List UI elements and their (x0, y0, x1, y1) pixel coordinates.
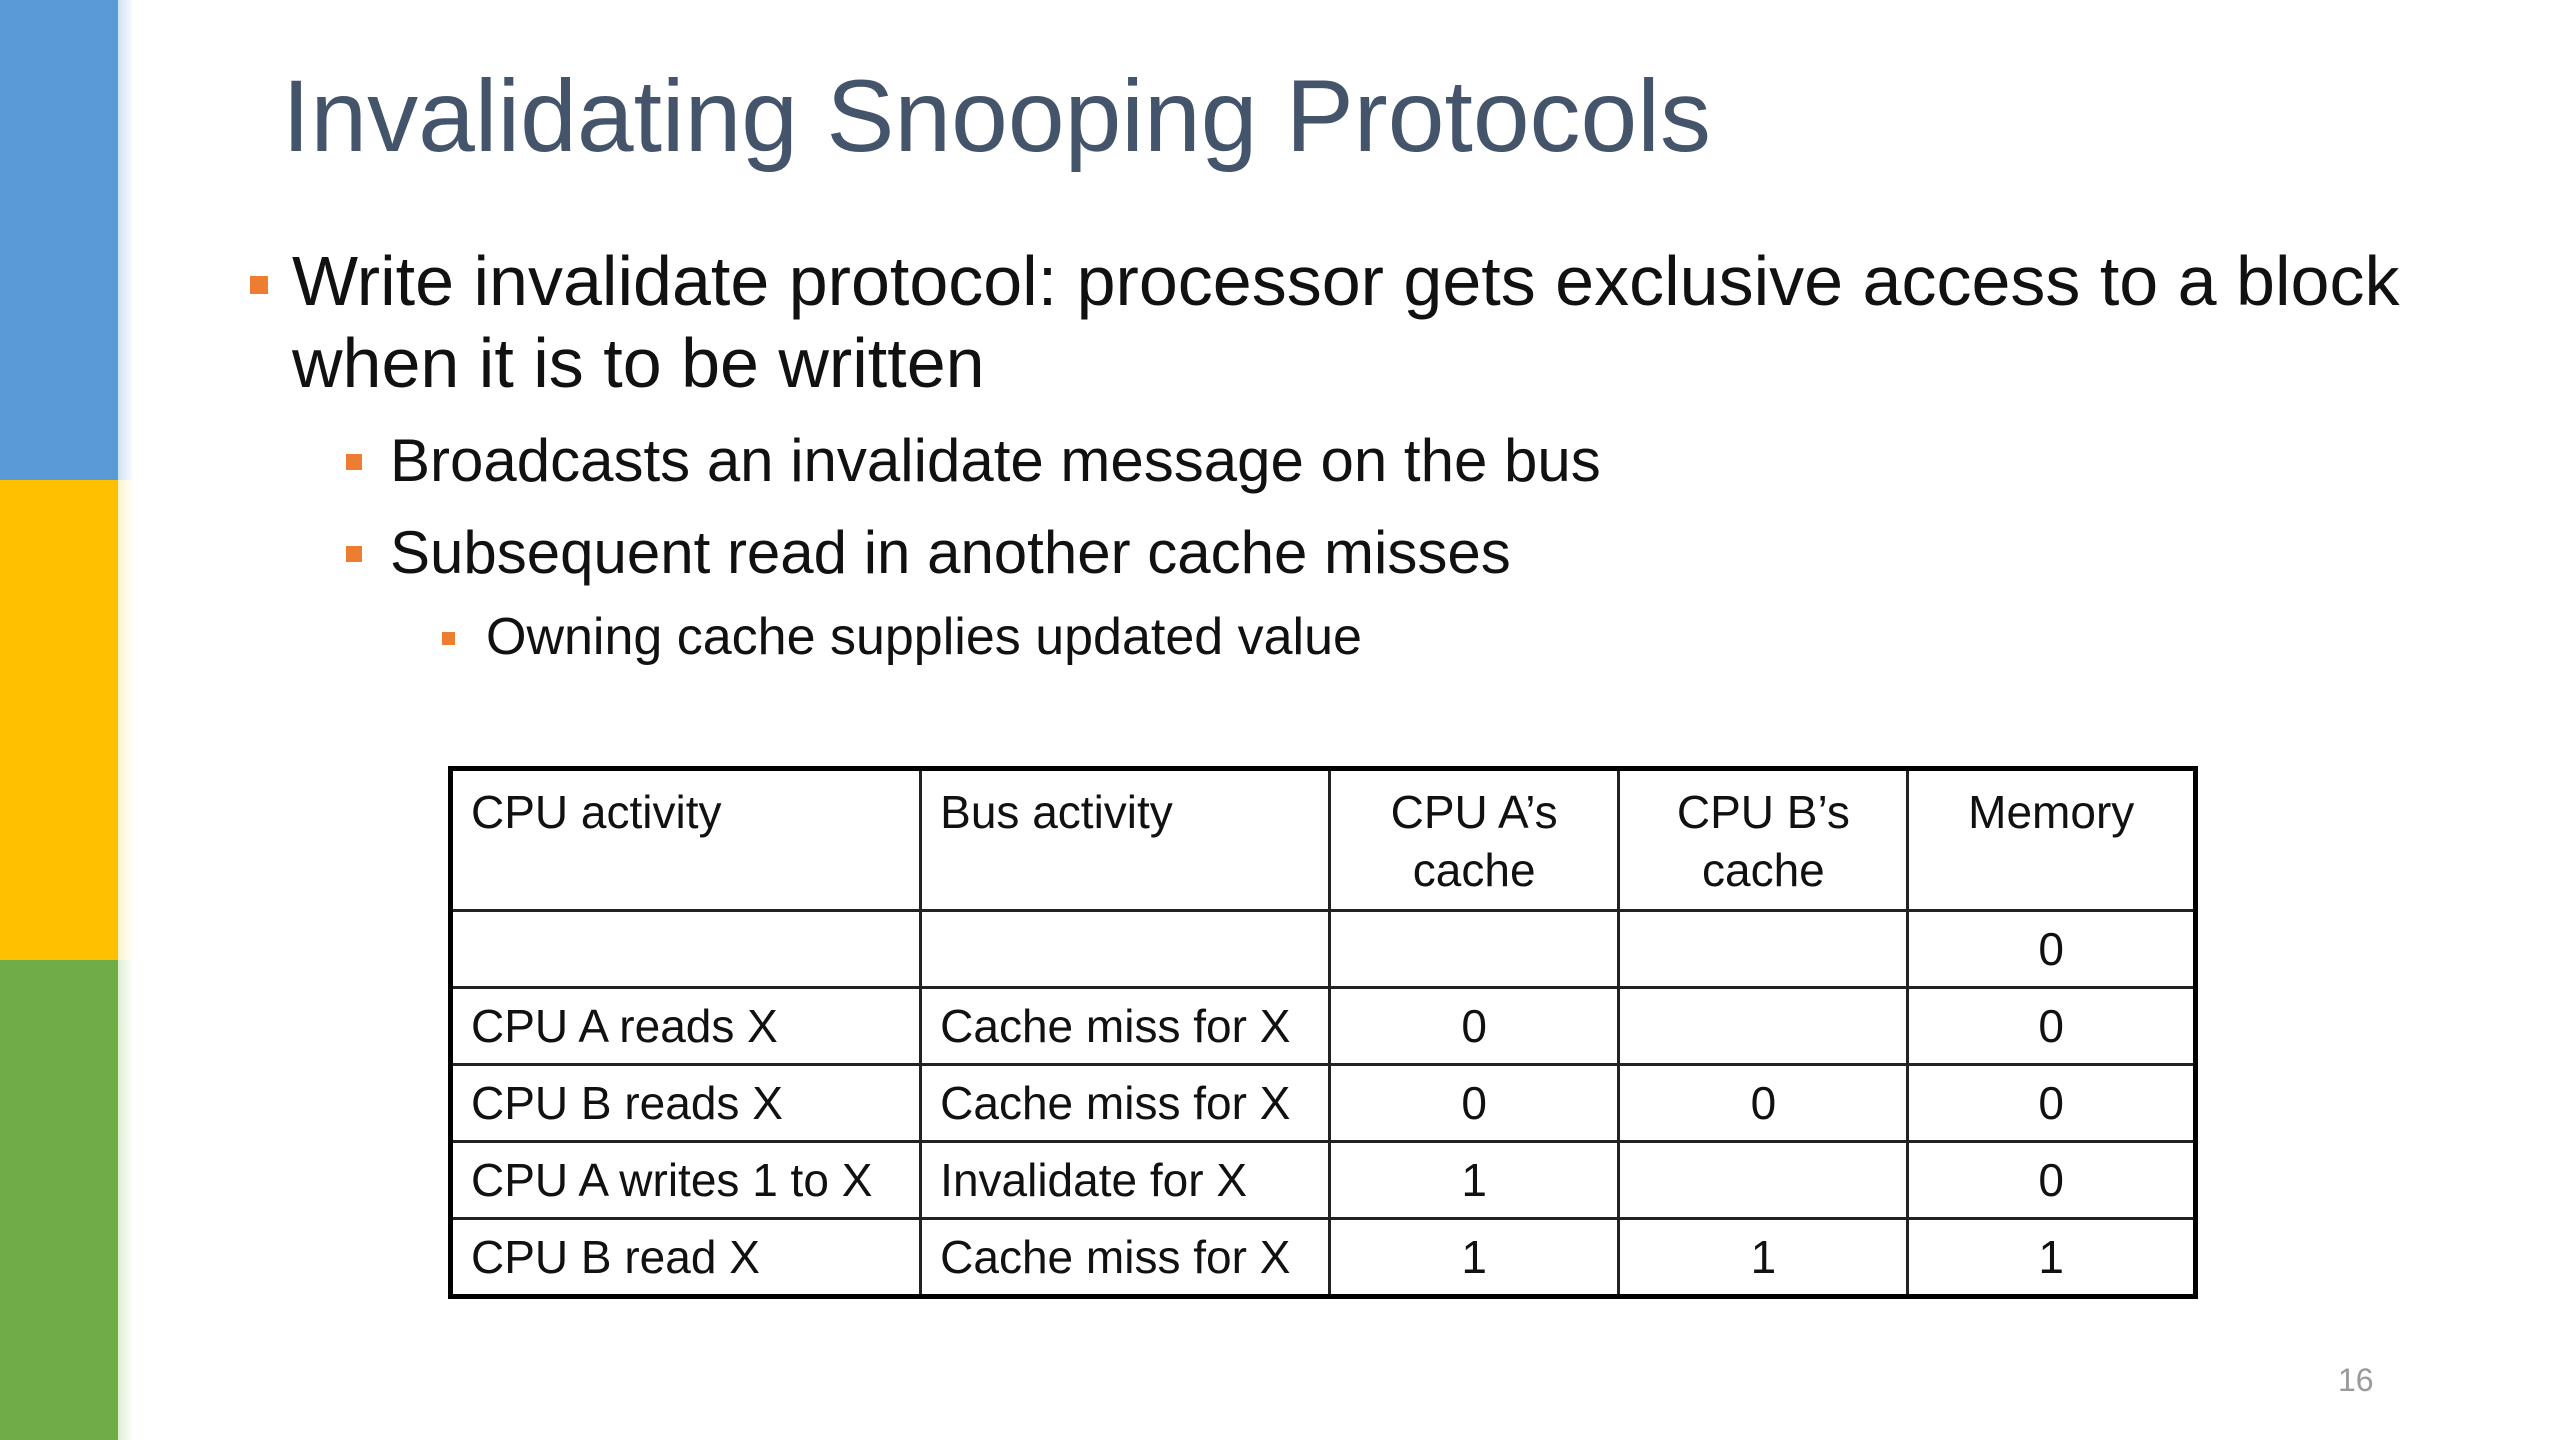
bullet-text: Write invalidate protocol: processor gets exclusive access to a block when it is to be written (292, 242, 2400, 402)
bullet-list (250, 240, 2430, 668)
cell-bus-activity: Cache miss for X (921, 988, 1330, 1065)
cell-bus-activity: Cache miss for X (921, 1219, 1330, 1297)
header-bus-activity: Bus activity (921, 769, 1330, 911)
table-row (451, 1219, 2196, 1297)
cell-bus-activity: Invalidate for X (921, 1142, 1330, 1219)
cell-cpu-b-cache (1619, 1142, 1908, 1219)
cell-memory: 0 (1908, 911, 2196, 988)
header-cpu-a-cache: CPU A’s cache (1330, 769, 1619, 911)
bullet-level2 (346, 426, 2430, 496)
bullet-level1 (250, 240, 2430, 404)
cell-cpu-b-cache (1619, 988, 1908, 1065)
cell-cpu-b-cache (1619, 911, 1908, 988)
table-header-row (451, 769, 2196, 911)
table-row (451, 911, 2196, 988)
bullet-text: Broadcasts an invalidate message on the bus (390, 427, 1601, 494)
page-number: 16 (2338, 1362, 2374, 1398)
cell-cpu-activity: CPU A writes 1 to X (451, 1142, 921, 1219)
bullet-level2 (346, 518, 2430, 588)
cell-memory: 0 (1908, 1065, 2196, 1142)
cell-cpu-a-cache: 0 (1330, 1065, 1619, 1142)
cell-cpu-a-cache: 0 (1330, 988, 1619, 1065)
coherence-table (448, 766, 2198, 1299)
table-row (451, 1142, 2196, 1219)
cell-cpu-activity: CPU B read X (451, 1219, 921, 1297)
table-row (451, 1065, 2196, 1142)
cell-cpu-activity (451, 911, 921, 988)
header-cpu-activity: CPU activity (451, 769, 921, 911)
bullet-text: Owning cache supplies updated value (486, 608, 1362, 666)
sidebar-band-blue (0, 0, 118, 480)
cell-cpu-b-cache: 0 (1619, 1065, 1908, 1142)
bullet-level3 (442, 606, 2430, 668)
cell-cpu-a-cache: 1 (1330, 1142, 1619, 1219)
header-memory: Memory (1908, 769, 2196, 911)
cell-bus-activity: Cache miss for X (921, 1065, 1330, 1142)
slide-title: Invalidating Snooping Protocols (282, 59, 1711, 173)
cell-memory: 1 (1908, 1219, 2196, 1297)
square-bullet-icon (346, 454, 362, 470)
cell-bus-activity (921, 911, 1330, 988)
sidebar-shadow-blue (118, 0, 134, 480)
table-row (451, 988, 2196, 1065)
square-bullet-icon (250, 276, 268, 294)
cell-cpu-b-cache: 1 (1619, 1219, 1908, 1297)
bullet-text: Subsequent read in another cache misses (390, 519, 1511, 586)
cell-cpu-a-cache: 1 (1330, 1219, 1619, 1297)
cell-cpu-activity: CPU A reads X (451, 988, 921, 1065)
square-bullet-icon (346, 546, 362, 562)
sidebar-shadow-yellow (118, 480, 134, 960)
square-bullet-icon (442, 632, 455, 645)
sidebar-shadow-green (118, 960, 134, 1440)
cell-memory: 0 (1908, 988, 2196, 1065)
sidebar-band-green (0, 960, 118, 1440)
color-sidebar (0, 0, 118, 1440)
cell-cpu-activity: CPU B reads X (451, 1065, 921, 1142)
header-cpu-b-cache: CPU B’s cache (1619, 769, 1908, 911)
cell-memory: 0 (1908, 1142, 2196, 1219)
sidebar-band-yellow (0, 480, 118, 960)
cell-cpu-a-cache (1330, 911, 1619, 988)
